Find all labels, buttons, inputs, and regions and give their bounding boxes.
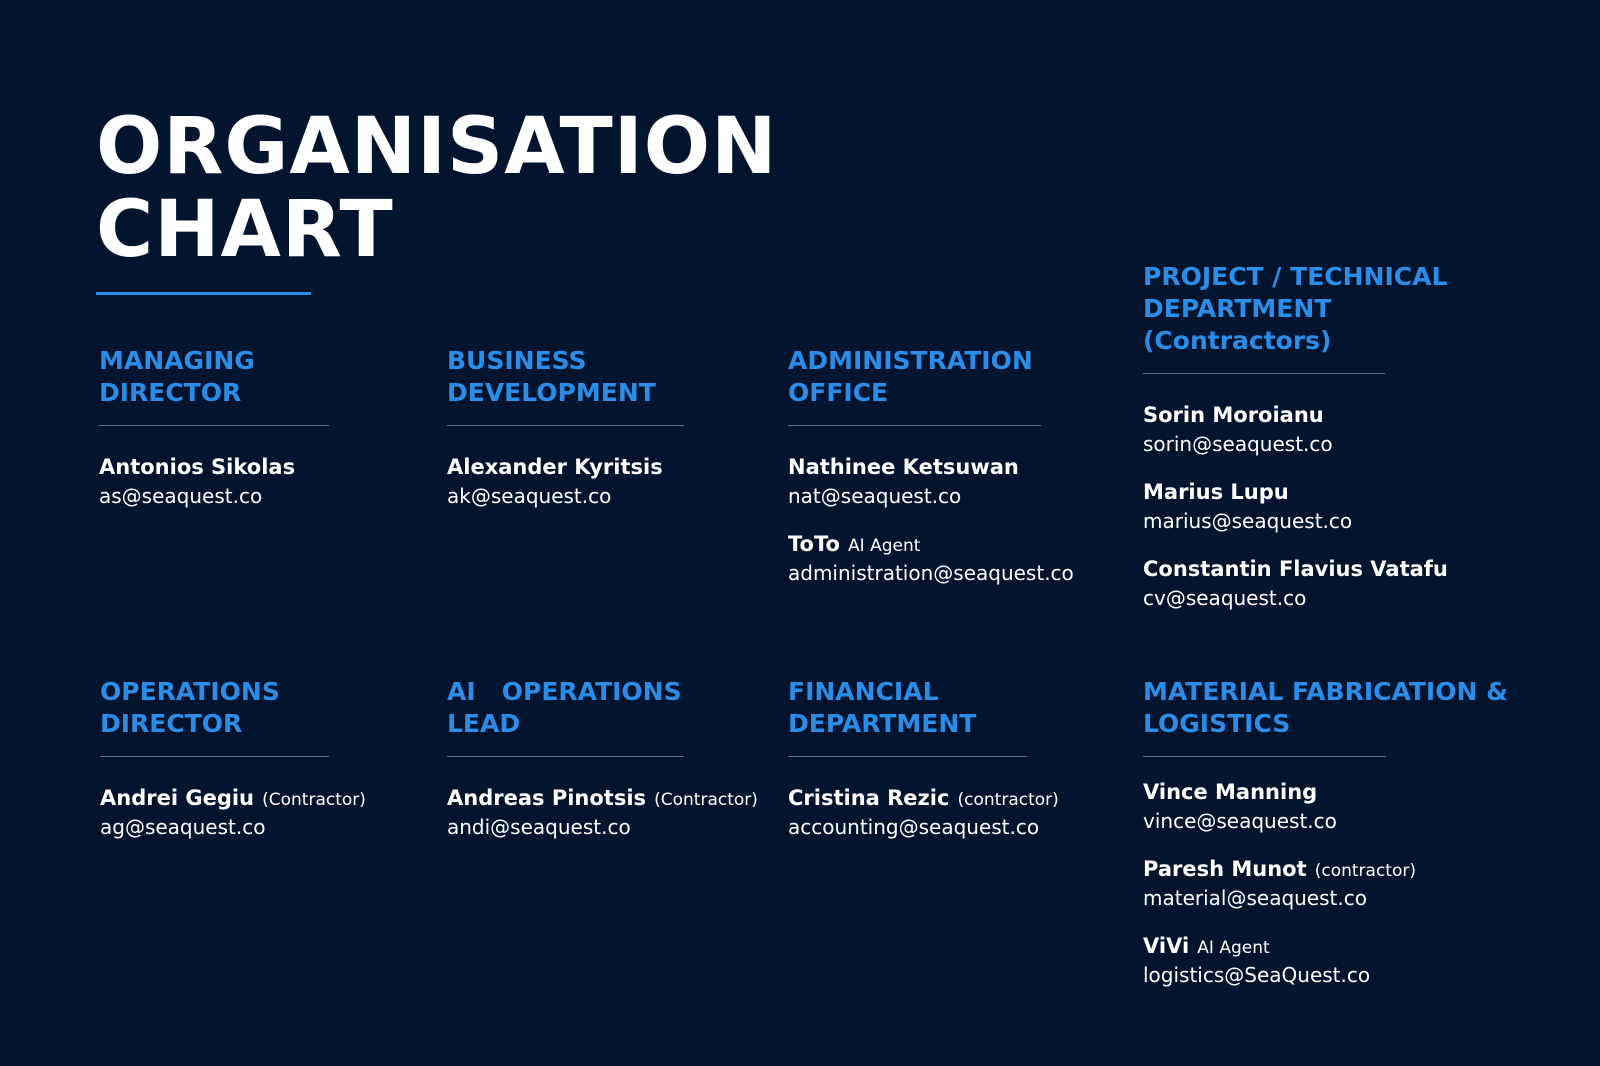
dept-heading-line: LEAD xyxy=(447,709,521,738)
member-name: Alexander Kyritsis xyxy=(447,455,663,479)
member-email: ag@seaquest.co xyxy=(100,815,266,839)
member-name: Cristina Rezic xyxy=(788,786,950,810)
member-entry xyxy=(788,452,1128,510)
dept-heading-line: FINANCIAL xyxy=(788,677,939,706)
dept-heading xyxy=(1143,676,1583,740)
dept-heading-line: AI OPERATIONS xyxy=(447,677,682,706)
dept-divider xyxy=(1143,373,1385,374)
member-entry xyxy=(100,783,430,841)
dept-financial-department xyxy=(788,676,1128,860)
member-entry xyxy=(1143,931,1583,989)
member-entry xyxy=(1143,777,1583,835)
member-email: material@seaquest.co xyxy=(1143,886,1367,910)
member-entry xyxy=(447,783,777,841)
member-email: accounting@seaquest.co xyxy=(788,815,1040,839)
member-name: ToTo xyxy=(788,532,840,556)
member-entry xyxy=(788,783,1128,841)
dept-heading xyxy=(99,345,429,409)
dept-divider xyxy=(788,756,1027,757)
page-title xyxy=(96,102,778,275)
dept-divider xyxy=(788,425,1041,426)
dept-material-fabrication-logistics xyxy=(1143,676,1583,1008)
member-name: Antonios Sikolas xyxy=(99,455,296,479)
member-note: AI Agent xyxy=(848,536,921,556)
dept-ai-operations-lead xyxy=(447,676,777,860)
dept-heading-line: OPERATIONS xyxy=(100,677,280,706)
member-name: Paresh Munot xyxy=(1143,857,1307,881)
dept-heading-line: BUSINESS xyxy=(447,346,587,375)
member-email: logistics@SeaQuest.co xyxy=(1143,963,1371,987)
member-email: sorin@seaquest.co xyxy=(1143,432,1333,456)
dept-heading-line: DEPARTMENT xyxy=(1143,294,1332,323)
member-name: Marius Lupu xyxy=(1143,480,1289,504)
page-title-line-2: CHART xyxy=(96,185,394,275)
member-entry xyxy=(1143,400,1583,458)
member-email: as@seaquest.co xyxy=(99,484,263,508)
member-entry xyxy=(1143,854,1583,912)
member-note: AI Agent xyxy=(1197,938,1270,958)
dept-divider xyxy=(1143,756,1386,757)
title-underline xyxy=(96,292,311,295)
member-entry xyxy=(1143,554,1583,612)
dept-administration-office xyxy=(788,345,1128,606)
member-entry xyxy=(1143,477,1583,535)
member-email: ak@seaquest.co xyxy=(447,484,612,508)
member-note: (Contractor) xyxy=(654,790,758,810)
member-email: marius@seaquest.co xyxy=(1143,509,1353,533)
dept-operations-director xyxy=(100,676,430,860)
dept-heading-line: DIRECTOR xyxy=(100,709,243,738)
member-email: cv@seaquest.co xyxy=(1143,586,1307,610)
member-name: Sorin Moroianu xyxy=(1143,403,1324,427)
dept-divider xyxy=(100,756,329,757)
dept-divider xyxy=(447,756,684,757)
dept-divider xyxy=(447,425,684,426)
member-entry xyxy=(99,452,429,510)
dept-business-development xyxy=(447,345,767,529)
dept-heading xyxy=(447,676,777,740)
dept-heading-line: MATERIAL FABRICATION & xyxy=(1143,677,1508,706)
dept-heading-line: MANAGING xyxy=(99,346,255,375)
dept-heading-line: PROJECT / TECHNICAL xyxy=(1143,262,1448,291)
dept-heading xyxy=(1143,261,1583,357)
dept-heading-line: DEPARTMENT xyxy=(788,709,977,738)
dept-heading-line: LOGISTICS xyxy=(1143,709,1291,738)
member-name: Nathinee Ketsuwan xyxy=(788,455,1019,479)
dept-heading xyxy=(788,345,1128,409)
page-title-line-1: ORGANISATION xyxy=(96,102,778,192)
dept-heading xyxy=(788,676,1128,740)
dept-heading-line: DEVELOPMENT xyxy=(447,378,656,407)
dept-heading xyxy=(100,676,430,740)
member-name: Vince Manning xyxy=(1143,780,1318,804)
dept-heading-line: (Contractors) xyxy=(1143,326,1332,355)
member-name: Constantin Flavius Vatafu xyxy=(1143,557,1448,581)
member-entry xyxy=(447,452,767,510)
member-note: (Contractor) xyxy=(262,790,366,810)
member-note: (contractor) xyxy=(1314,861,1416,881)
dept-heading-line: OFFICE xyxy=(788,378,889,407)
dept-heading-line: DIRECTOR xyxy=(99,378,242,407)
dept-managing-director xyxy=(99,345,429,529)
member-name: Andrei Gegiu xyxy=(100,786,255,810)
member-email: vince@seaquest.co xyxy=(1143,809,1337,833)
member-entry xyxy=(788,529,1128,587)
member-name: ViVi xyxy=(1143,934,1190,958)
dept-heading-line: ADMINISTRATION xyxy=(788,346,1033,375)
member-email: andi@seaquest.co xyxy=(447,815,631,839)
member-email: nat@seaquest.co xyxy=(788,484,962,508)
dept-divider xyxy=(99,425,329,426)
member-email: administration@seaquest.co xyxy=(788,561,1074,585)
dept-heading xyxy=(447,345,767,409)
member-note: (contractor) xyxy=(957,790,1059,810)
dept-project-technical xyxy=(1143,261,1583,631)
member-name: Andreas Pinotsis xyxy=(447,786,647,810)
